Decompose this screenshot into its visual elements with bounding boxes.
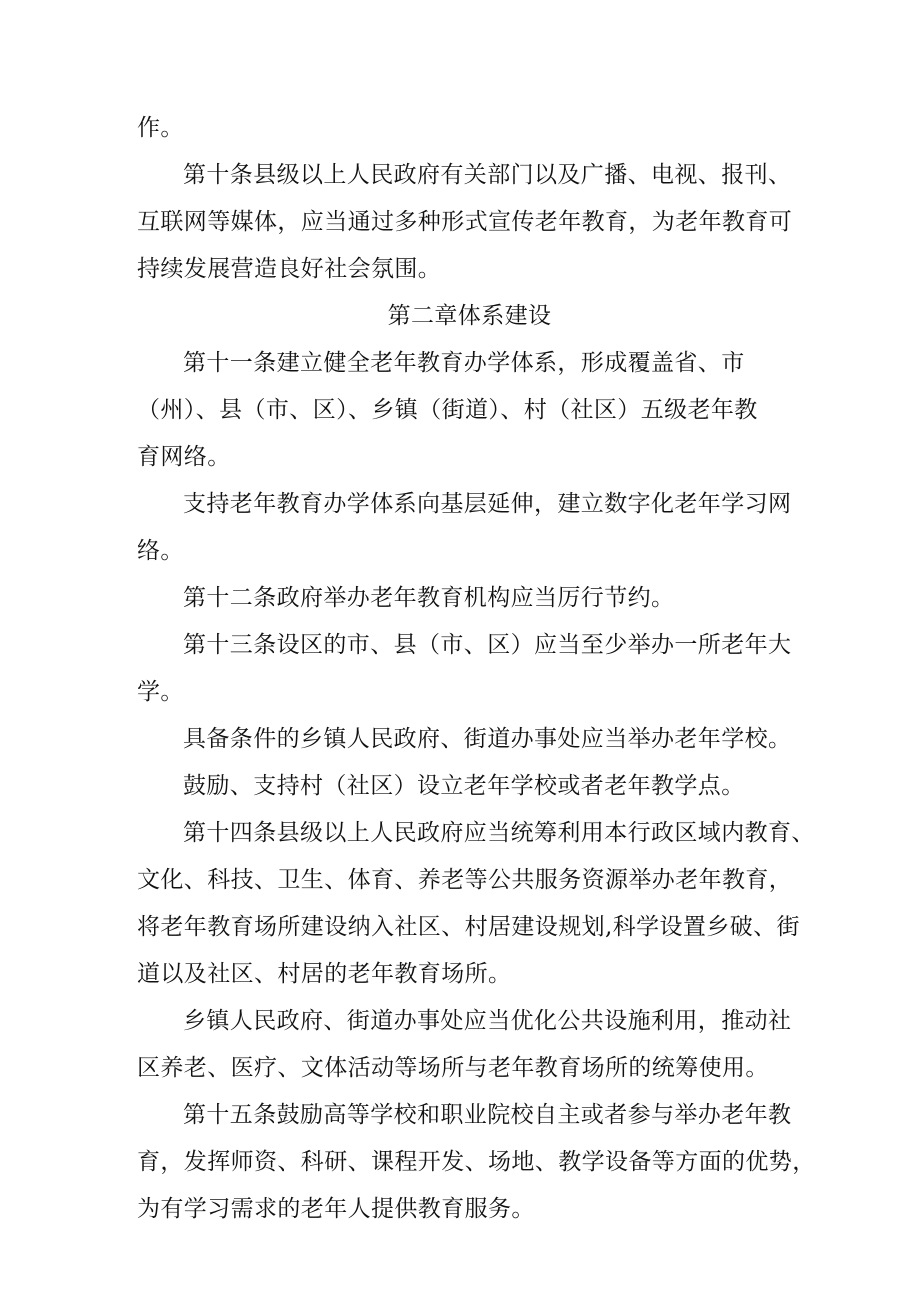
text-line: 作。	[137, 115, 184, 141]
paragraph-line: 具备条件的乡镇人民政府、街道办事处应当举办老年学校。	[183, 726, 792, 752]
paragraph-line: 鼓励、支持村（社区）设立老年学校或者老年教学点。	[183, 773, 745, 799]
text-line: 文化、科技、卫生、体育、养老等公共服务资源举办老年教育，	[137, 867, 793, 893]
article-14-line: 第十四条县级以上人民政府应当统筹利用本行政区域内教育、	[183, 820, 815, 846]
article-13-line: 第十三条设区的市、县（市、区）应当至少举办一所老年大	[183, 632, 792, 658]
text-line: 为有学习需求的老年人提供教育服务。	[137, 1196, 535, 1222]
article-10-line: 第十条县级以上人民政府有关部门以及广播、电视、报刊、	[183, 162, 792, 188]
document-body	[137, 105, 816, 1233]
text-line: 育网络。	[137, 444, 231, 470]
text-line: （州）、县（市、区）、乡镇（街道）、村（社区）五级老年教	[137, 397, 758, 423]
text-line: 学。	[137, 679, 184, 705]
text-line: 育，发挥师资、科研、课程开发、场地、教学设备等方面的优势，	[137, 1149, 816, 1175]
chapter-heading: 第二章体系建设	[387, 303, 552, 329]
article-12-line: 第十二条政府举办老年教育机构应当厉行节约。	[183, 585, 675, 611]
paragraph-line: 乡镇人民政府、街道办事处应当优化公共设施利用，推动社	[183, 1008, 792, 1034]
text-line: 将老年教育场所建设纳入社区、村居建设规划,科学设置乡破、街	[137, 914, 800, 940]
text-line: 区养老、医疗、文体活动等场所与老年教育场所的统筹使用。	[137, 1055, 769, 1081]
paragraph-line: 支持老年教育办学体系向基层延伸，建立数字化老年学习网	[183, 491, 792, 517]
text-line: 持续发展营造良好社会氛围。	[137, 256, 442, 282]
text-line: 络。	[137, 538, 184, 564]
text-line: 道以及社区、村居的老年教育场所。	[137, 961, 512, 987]
text-line: 互联网等媒体，应当通过多种形式宣传老年教育，为老年教育可	[137, 209, 793, 235]
article-11-line: 第十一条建立健全老年教育办学体系，形成覆盖省、市	[183, 350, 745, 376]
article-15-line: 第十五条鼓励高等学校和职业院校自主或者参与举办老年教	[183, 1102, 792, 1128]
